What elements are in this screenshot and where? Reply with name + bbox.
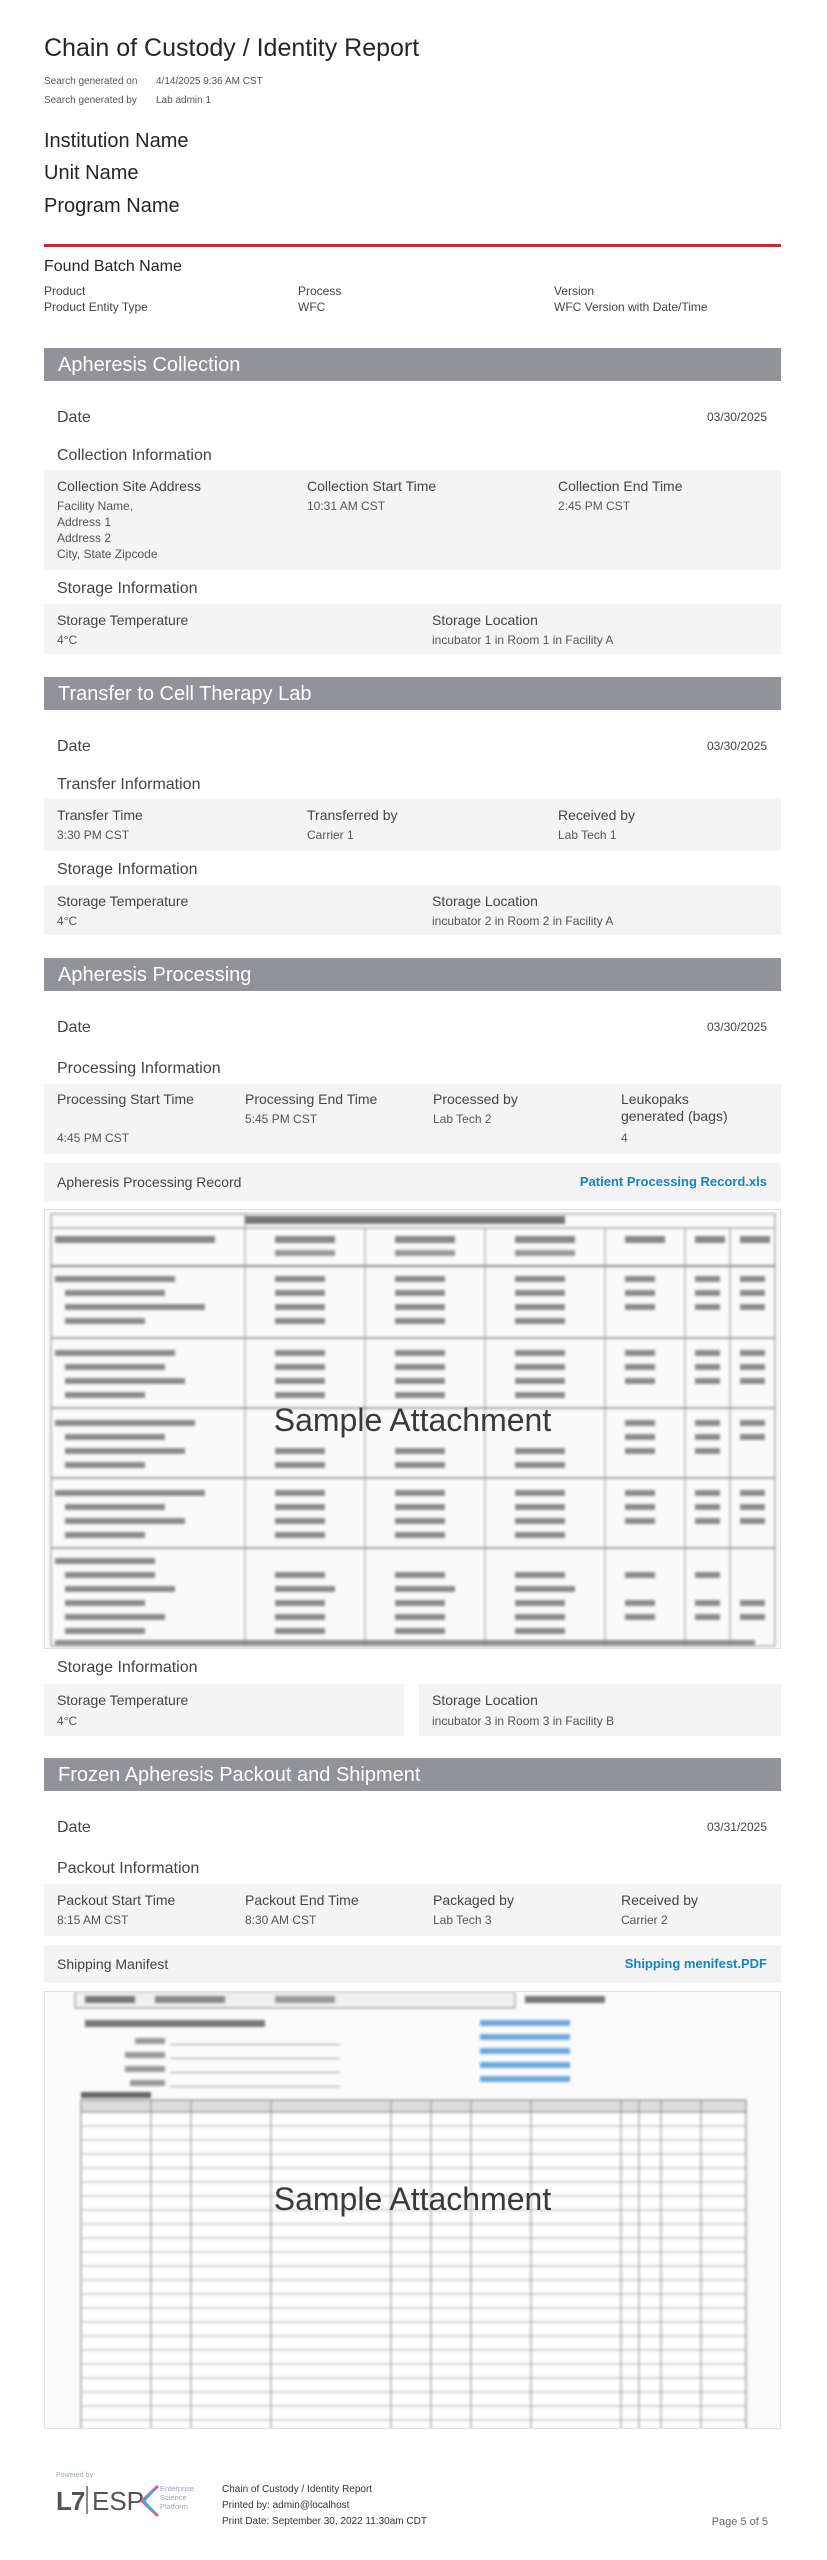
packout-received-label: Received by [621,1892,699,1908]
section-header-packout: Frozen Apheresis Packout and Shipment [44,1758,781,1791]
collection-start-value: 10:31 AM CST [307,499,386,513]
esp-logo-text: ESP [92,2486,145,2516]
process-label: Process [298,284,342,298]
footer-printed-by: Printed by: admin@localhost [222,2500,350,2511]
packaged-by-value: Lab Tech 3 [433,1913,492,1927]
packaged-by-label: Packaged by [433,1892,514,1908]
collection-site-label: Collection Site Address [57,478,201,494]
processing-start-value: 4:45 PM CST [57,1131,130,1145]
section-header-transfer: Transfer to Cell Therapy Lab [44,677,781,710]
collection-site-line-3: Address 2 [57,531,112,545]
leukopaks-value: 4 [621,1131,628,1145]
version-label: Version [554,284,595,298]
transfer-time-value: 3:30 PM CST [57,828,130,842]
processing-end-value: 5:45 PM CST [245,1112,318,1126]
shipping-manifest-label: Shipping Manifest [57,1956,169,1972]
collection-site-line-4: City, State Zipcode [57,547,158,561]
logo-divider [86,2486,88,2514]
shipping-manifest-attachment[interactable] [44,1991,781,2429]
esp-chevron-icon [136,2484,162,2518]
footer-report-title: Chain of Custody / Identity Report [222,2484,373,2495]
processing-record-link[interactable]: Patient Processing Record.xls [579,1174,767,1189]
transfer-received-label: Received by [558,807,636,823]
version-value: WFC Version with Date/Time [554,300,708,314]
generated-on-label: Search generated on [44,76,138,87]
product-value: Product Entity Type [44,300,148,314]
collection-date-value: 03/30/2025 [706,410,767,424]
generated-by-row [44,95,211,106]
generated-by-label: Search generated by [44,95,137,106]
processing-temp-value: 4°C [57,1714,78,1728]
processing-info-title: Processing Information [57,1060,221,1077]
processing-temp-label: Storage Temperature [57,1692,189,1708]
transfer-temp-label: Storage Temperature [57,893,189,909]
powered-by-label: Powered by [56,2472,93,2479]
generated-by-value: Lab admin 1 [156,95,212,106]
footer-print-date: Print Date: September 30, 2022 11:30am CDT [222,2516,427,2527]
transfer-info-card [44,799,781,851]
processing-location-label: Storage Location [432,1692,538,1708]
processing-start-label: Processing Start Time [57,1091,194,1107]
header-divider [44,244,781,247]
packout-start-value: 8:15 AM CST [57,1913,129,1927]
unit-name: Unit Name [44,162,139,184]
esp-tagline: Enterprise Science Platform [160,2484,195,2511]
report-title: Chain of Custody / Identity Report [44,34,420,62]
collection-site-line-1: Facility Name, [57,499,134,513]
collection-temp-value: 4°C [57,633,78,647]
transfer-storage-title: Storage Information [57,861,198,878]
packout-date-label: Date [57,1819,91,1836]
packout-start-label: Packout Start Time [57,1892,176,1908]
processing-record-attachment[interactable] [44,1209,781,1649]
batch-title: Found Batch Name [44,258,182,275]
section-header-collection: Apheresis Collection [44,348,781,381]
packout-date-value: 03/31/2025 [706,1820,767,1834]
transfer-date-label: Date [57,738,91,755]
transfer-temp-value: 4°C [57,914,78,928]
transferred-by-label: Transferred by [307,807,398,823]
page-number: Page 5 of 5 [711,2516,768,2528]
transfer-info-title: Transfer Information [57,776,201,793]
product-label: Product [44,284,86,298]
collection-site-line-2: Address 1 [57,515,112,529]
manifest-attachment-caption: Sample Attachment [273,2181,552,2217]
process-value: WFC [298,300,326,314]
collection-end-value: 2:45 PM CST [558,499,631,513]
processing-location-value: incubator 3 in Room 3 in Facility B [432,1714,615,1728]
collection-location-label: Storage Location [432,612,538,628]
packout-info-title: Packout Information [57,1860,200,1877]
section-header-processing: Apheresis Processing [44,958,781,991]
processing-date-value: 03/30/2025 [706,1020,767,1034]
collection-temp-label: Storage Temperature [57,612,189,628]
collection-storage-card [44,604,781,654]
institution-name: Institution Name [44,130,189,152]
processing-info-card [44,1084,781,1154]
collection-info-title: Collection Information [57,447,212,464]
processed-by-value: Lab Tech 2 [433,1112,492,1126]
collection-end-label: Collection End Time [558,478,683,494]
collection-start-label: Collection Start Time [307,478,437,494]
transfer-received-value: Lab Tech 1 [558,828,617,842]
processing-attachment-caption: Sample Attachment [273,1402,552,1438]
processed-by-label: Processed by [433,1091,518,1107]
packout-received-value: Carrier 2 [621,1913,668,1927]
leukopaks-label: Leukopaks generated (bags) [621,1091,728,1124]
collection-storage-title: Storage Information [57,580,198,597]
transferred-by-value: Carrier 1 [307,828,354,842]
generated-on-row [44,76,263,87]
processing-location-card [419,1684,781,1736]
packout-end-label: Packout End Time [245,1892,359,1908]
transfer-storage-card [44,885,781,935]
shipping-manifest-link[interactable]: Shipping menifest.PDF [624,1956,767,1971]
processing-record-label: Apheresis Processing Record [57,1174,242,1190]
l7-logo-text: L7 [56,2486,85,2516]
packout-info-card [44,1884,781,1936]
processing-storage-title: Storage Information [57,1659,198,1676]
program-name: Program Name [44,195,180,217]
collection-info-card [44,470,781,570]
transfer-location-label: Storage Location [432,893,538,909]
l7-esp-logo [56,2472,206,2528]
packout-end-value: 8:30 AM CST [245,1913,317,1927]
processing-date-label: Date [57,1019,91,1036]
collection-date-label: Date [57,409,91,426]
collection-location-value: incubator 1 in Room 1 in Facility A [432,633,614,647]
transfer-location-value: incubator 2 in Room 2 in Facility A [432,914,614,928]
transfer-time-label: Transfer Time [57,807,143,823]
transfer-date-value: 03/30/2025 [706,739,767,753]
processing-temp-card [44,1684,404,1736]
processing-end-label: Processing End Time [245,1091,378,1107]
generated-on-value: 4/14/2025 9:36 AM CST [156,76,263,87]
